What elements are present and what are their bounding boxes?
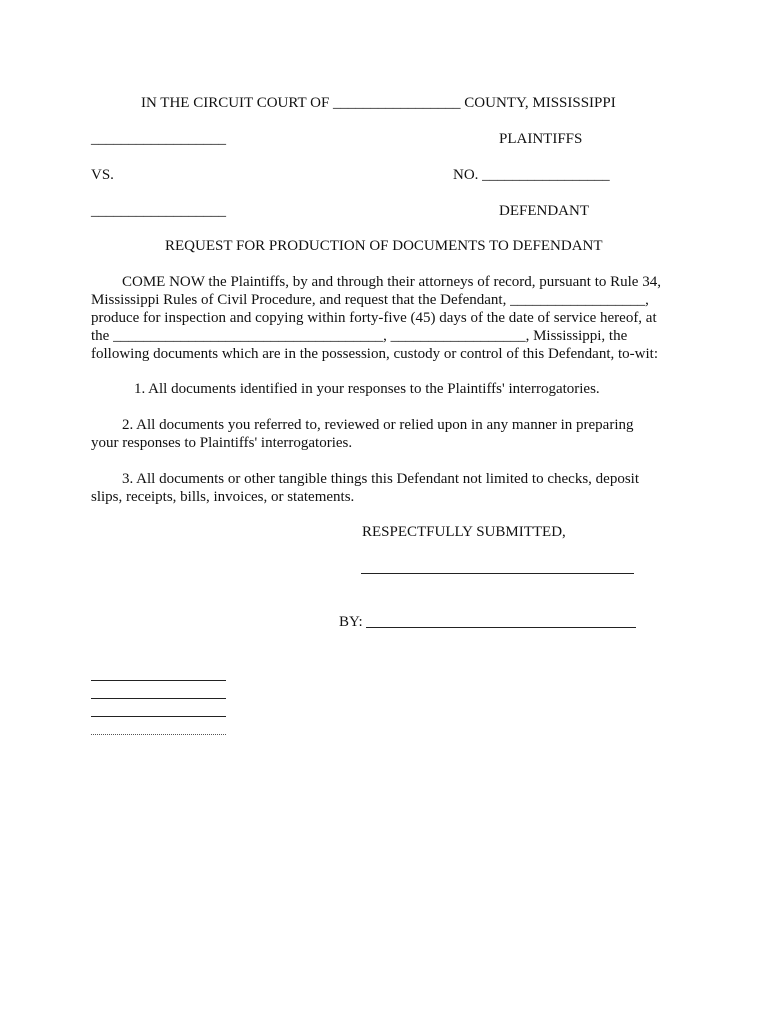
attorney-info-line-3[interactable] [91,716,226,717]
defendant-name-field[interactable]: __________________ [91,203,226,219]
case-number [453,166,610,184]
attorney-info-line-2[interactable] [91,698,226,699]
by-label: BY: [339,614,363,630]
request-item-3-line-1: 3. All documents or other tangible things this Defendant not limited to checks, deposit [122,471,639,487]
defendant-label: DEFENDANT [499,203,589,219]
plaintiffs-label: PLAINTIFFS [499,131,583,147]
intro-line-4: the ____________________________________, __________________, Mississippi, the [91,328,628,344]
intro-line-1: COME NOW the Plaintiffs, by and through their attorneys of record, pursuant to Rule 34, [122,274,661,290]
county-blank-field[interactable]: _________________ [333,95,461,111]
attorney-info-line-1[interactable] [91,680,226,681]
request-item-3-line-2: slips, receipts, bills, invoices, or statements. [91,489,355,505]
request-item-2-line-1: 2. All documents you referred to, reviewed or relied upon in any manner in preparing [122,417,634,433]
closing-text: RESPECTFULLY SUBMITTED, [362,524,566,540]
court-caption [141,94,616,112]
request-item-1: 1. All documents identified in your responses to the Plaintiffs' interrogatories. [134,381,600,397]
attorney-info-line-4[interactable] [91,734,226,735]
request-item-2-line-2: your responses to Plaintiffs' interrogatories. [91,435,353,451]
signature-line[interactable] [361,573,634,574]
case-number-label: NO. [453,167,479,183]
intro-line-5: following documents which are in the possession, custody or control of this Defendant, to-wit: [91,346,658,362]
court-suffix: COUNTY, MISSISSIPPI [464,95,616,111]
plaintiff-name-field[interactable]: __________________ [91,131,226,147]
court-prefix: IN THE CIRCUIT COURT OF [141,95,330,111]
intro-line-2: Mississippi Rules of Civil Procedure, and request that the Defendant, __________________, [91,292,649,308]
by-signature-line[interactable] [366,627,636,628]
case-number-field[interactable]: _________________ [482,167,610,183]
intro-line-3: produce for inspection and copying within forty-five (45) days of the date of service hereof, at [91,310,657,326]
vs-label: VS. [91,167,114,183]
document-title: REQUEST FOR PRODUCTION OF DOCUMENTS TO DEFENDANT [165,238,603,254]
